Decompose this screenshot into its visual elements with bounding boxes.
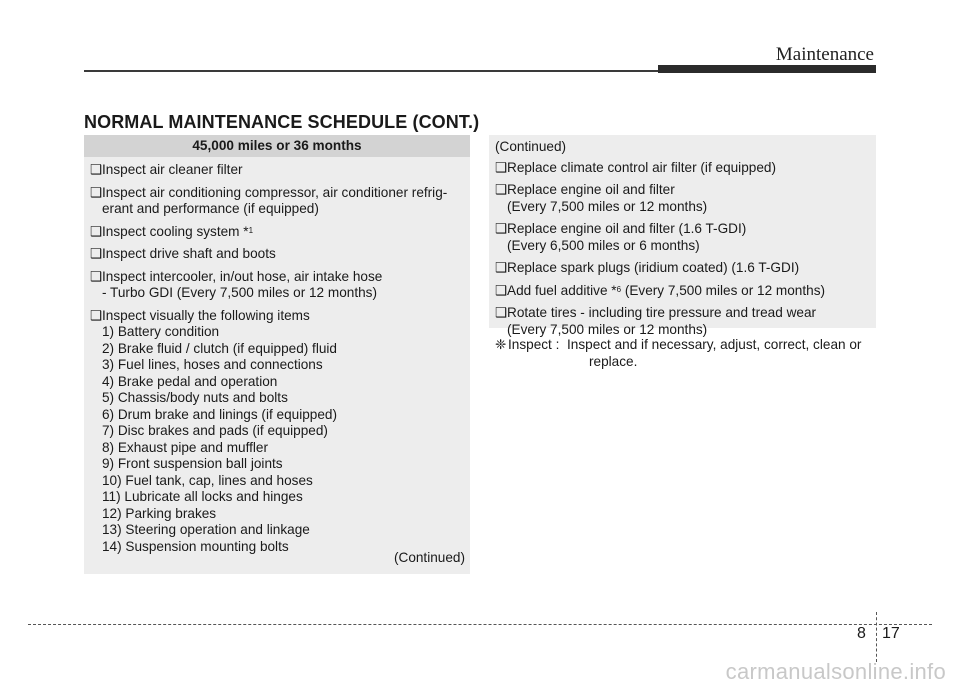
item-text-cont: erant and performance (if equipped) — [102, 201, 319, 216]
visual-subitem: 13) Steering operation and linkage — [102, 522, 310, 537]
checkbox-icon: ❑ — [90, 162, 103, 177]
item-text: Inspect drive shaft and boots — [102, 246, 276, 261]
schedule-panel-left — [84, 135, 470, 574]
interval-heading: 45,000 miles or 36 months — [84, 135, 470, 157]
item-text-cont: (Every 7,500 miles or 12 months) — [621, 282, 826, 298]
checklist-item — [495, 221, 870, 254]
visual-subitem: 7) Disc brakes and pads (if equipped) — [102, 423, 328, 438]
inspect-footnote — [495, 337, 875, 370]
checkbox-icon: ❑ — [495, 221, 508, 236]
visual-subitem: 3) Fuel lines, hoses and connections — [102, 357, 323, 372]
visual-subitem-list — [102, 324, 464, 555]
item-text: Replace climate control air filter (if equipped) — [507, 159, 776, 175]
item-text: Inspect visually the following items — [102, 307, 310, 323]
checkbox-icon: ❑ — [90, 184, 103, 200]
checkbox-icon: ❑ — [90, 307, 103, 323]
schedule-panel-right — [489, 135, 876, 337]
checkbox-icon: ❑ — [495, 182, 508, 197]
visual-subitem: 6) Drum brake and linings (if equipped) — [102, 406, 337, 422]
footnote-label: Inspect : — [508, 337, 560, 352]
checklist-item — [90, 185, 464, 218]
watermark: carmanualsonline.info — [725, 659, 946, 684]
footer-dashed-rule — [28, 624, 932, 625]
item-text: Replace spark plugs (iridium coated) (1.6 T-GDI) — [507, 260, 800, 275]
right-items-list — [489, 160, 876, 339]
item-text-cont: (Every 6,500 miles or 6 months) — [507, 237, 700, 253]
checklist-item — [495, 160, 870, 177]
item-text-cont: (Every 7,500 miles or 12 months) — [507, 321, 708, 337]
footnote-text-cont: replace. — [589, 353, 638, 369]
checklist-item — [495, 260, 870, 277]
item-text-cont: - Turbo GDI (Every 7,500 miles or 12 months) — [102, 285, 377, 300]
visual-subitem: 5) Chassis/body nuts and bolts — [102, 390, 288, 405]
item-text: Inspect intercooler, in/out hose, air intake hose — [102, 268, 383, 284]
checkbox-icon: ❑ — [90, 246, 103, 261]
item-text: Replace engine oil and filter (1.6 T-GDI) — [507, 221, 747, 236]
page-number-separator — [876, 612, 877, 662]
visual-subitem: 8) Exhaust pipe and muffler — [102, 439, 268, 455]
checkbox-icon: ❑ — [495, 159, 508, 175]
checklist-item — [495, 305, 870, 338]
checklist-item — [90, 246, 464, 263]
section-title: NORMAL MAINTENANCE SCHEDULE (CONT.) — [84, 112, 480, 132]
left-items-list — [84, 157, 470, 555]
visual-subitem: 2) Brake fluid / clutch (if equipped) fluid — [102, 340, 337, 356]
checklist-item — [90, 224, 464, 241]
item-text: Inspect air conditioning compressor, air conditioner refrig- — [102, 184, 448, 200]
asterism-icon: ❈ — [495, 337, 507, 352]
checkbox-icon: ❑ — [90, 268, 103, 284]
item-text: Inspect cooling system * — [102, 223, 249, 239]
chapter-number: 8 — [857, 625, 866, 642]
item-text: Replace engine oil and filter — [507, 182, 675, 197]
checklist-item — [495, 283, 870, 300]
footnote-ref: 6 — [616, 284, 622, 294]
footnote-text: Inspect and if necessary, adjust, correct, clean or — [567, 337, 862, 352]
checkbox-icon: ❑ — [495, 282, 508, 298]
visual-subitem: 4) Brake pedal and operation — [102, 373, 278, 389]
item-text: Inspect air cleaner filter — [102, 162, 243, 177]
visual-subitem: 14) Suspension mounting bolts — [102, 538, 289, 554]
visual-subitem: 11) Lubricate all locks and hinges — [102, 489, 303, 504]
visual-subitem: 1) Battery condition — [102, 324, 220, 339]
item-text-cont: (Every 7,500 miles or 12 months) — [507, 198, 708, 214]
running-header-title: Maintenance — [775, 44, 874, 65]
visual-subitem: 9) Front suspension ball joints — [102, 456, 283, 471]
checklist-item-visual — [90, 308, 464, 556]
item-text: Add fuel additive * — [507, 282, 617, 298]
page-number: 17 — [882, 625, 900, 642]
checkbox-icon: ❑ — [495, 260, 508, 275]
header-rule-thin — [84, 70, 658, 72]
checkbox-icon: ❑ — [495, 305, 508, 320]
checklist-item — [90, 162, 464, 179]
header-rule-thick — [658, 65, 876, 73]
continued-label: (Continued) — [393, 549, 465, 565]
footnote-ref: 1 — [248, 225, 254, 235]
checklist-item — [90, 269, 464, 302]
visual-subitem: 10) Fuel tank, cap, lines and hoses — [102, 472, 313, 488]
checklist-item — [495, 182, 870, 215]
visual-subitem: 12) Parking brakes — [102, 505, 217, 521]
continued-label: (Continued) — [495, 139, 567, 154]
checkbox-icon: ❑ — [90, 223, 103, 239]
item-text: Rotate tires - including tire pressure and tread wear — [507, 305, 817, 320]
